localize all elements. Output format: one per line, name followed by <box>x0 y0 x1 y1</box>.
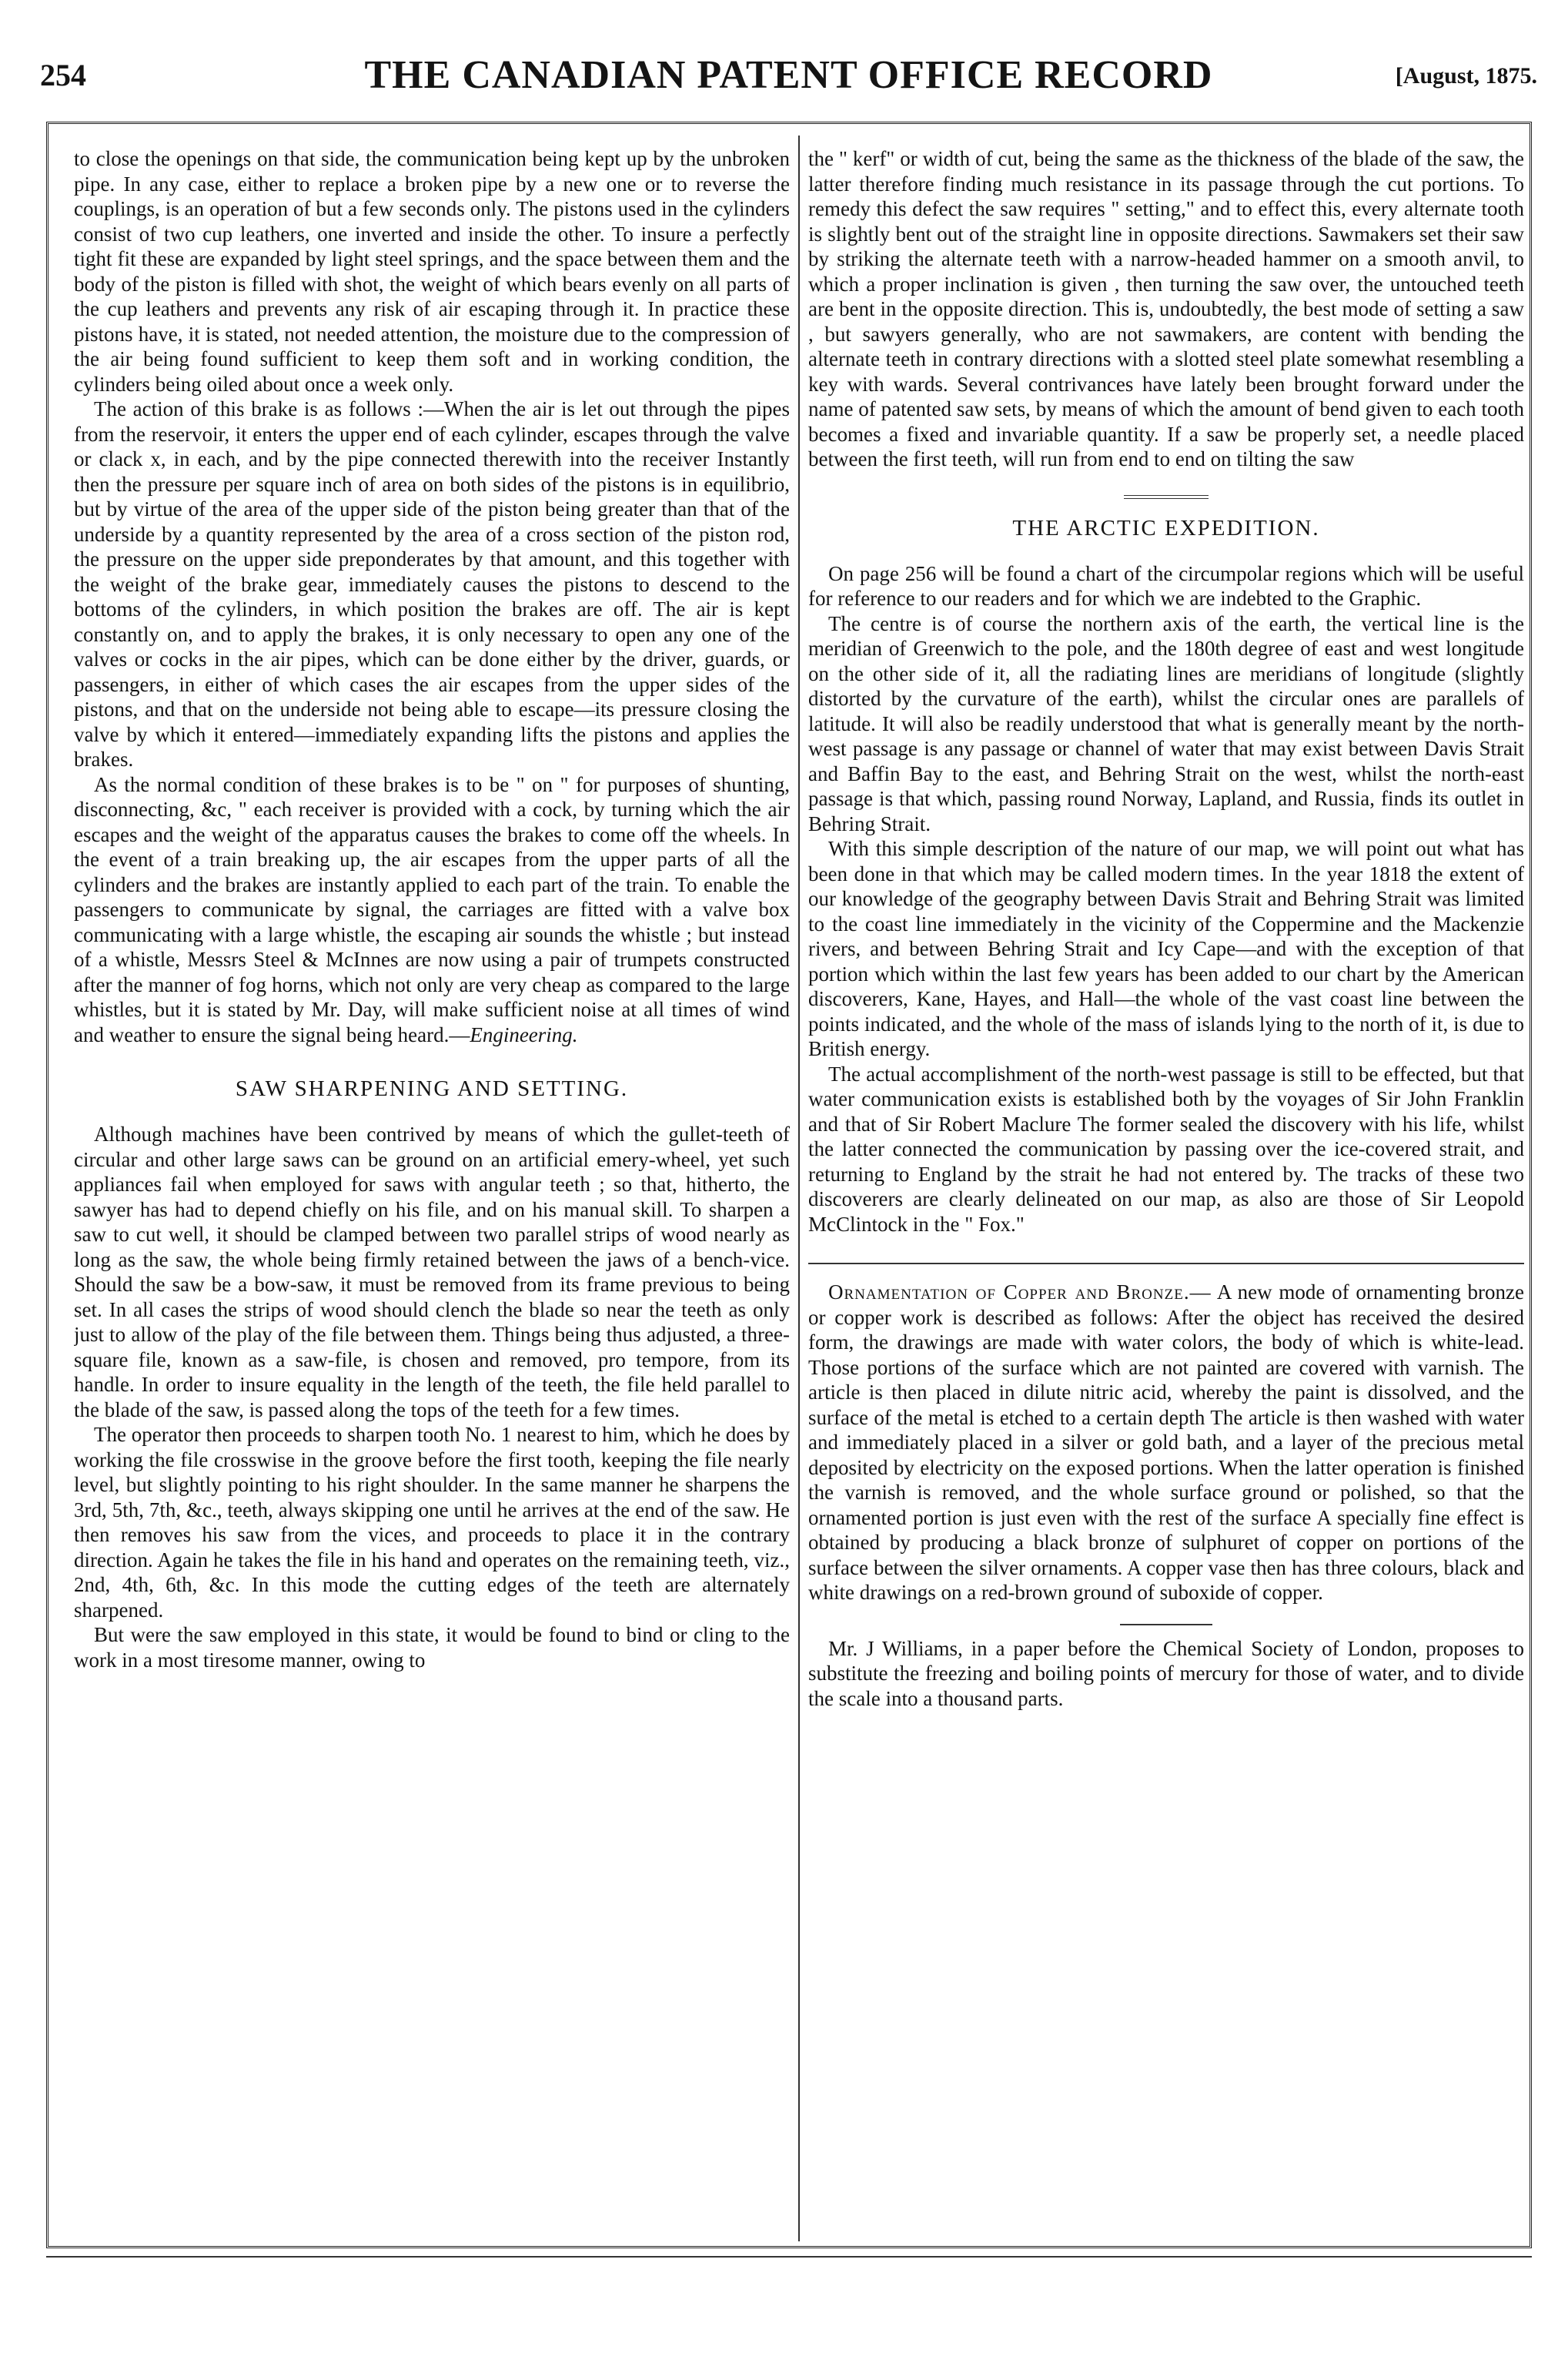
saw-section-heading: SAW SHARPENING AND SETTING. <box>235 1076 629 1101</box>
arctic-paragraph: The actual accomplishment of the north-west passage is still to be effected, but that water communication exists is established both by the voyages of Sir John Franklin and that of Sir Robert Maclure The former sealed the discovery with his life, whilst the latter connected the communication by passing over the ice-covered strait, and returning to England by the strait he had not entered by. The tracks of these two discoverers are clearly delineated on our map, as also are those of Sir Leopold McClintock in the " Fox." <box>808 1062 1524 1236</box>
source-credit: Engineering. <box>470 1023 578 1046</box>
brake-paragraph <box>74 772 790 1048</box>
section-divider <box>1120 1624 1212 1625</box>
saw-paragraph: Although machines have been contrived by means of which the gullet-teeth of circular and other large saws can be ground on an artificial emery-wheel, yet such appliances fail when employed for saws with angular teeth ; so that, hitherto, the sawyer has had to depend chiefly on his file, and on his manual skill. To sharpen a saw to cut well, it should be clamped between two parallel strips of wood nearly as long as the saw, the whole being firmly retained between the jaws of a bench-vice. Should the saw be a bow-saw, it must be removed from its frame previous to being set. In all cases the strips of wood should clench the blade so near the teeth as only just to allow of the play of the file between them. Things being thus adjusted, a three-square file, known as a saw-file, is chosen and removed, pro tempore, from its handle. In order to insure equality in the length of the teeth, the file held parallel to the blade of the saw, is passed along the tops of the teeth for a few times. <box>74 1123 790 1421</box>
column-divider <box>798 136 800 2241</box>
brake-paragraph-text: As the normal condition of these brakes is to be " on " for purposes of shunting, disconnecting, &c, " each receiver is provided with a cock, by turning which the air escapes and the weight of the apparatus causes the brakes to come off the wheels. In the event of a train breaking up, the air escapes from the upper parts of all the cylinders and the brakes are instantly applied to each part of the train. To enable the passengers to communicate by signal, the carriages are fitted with a valve box communicating with a large whistle, the escaping air sounds the whistle ; but instead of a whistle, Messrs Steel & McInnes are now using a pair of trumpets constructed after the manner of fog horns, which not only are very cheap as compared to the large whistles, but it is stated by Mr. Day, will make sufficient noise at all times of wind and weather to ensure the signal being heard.— <box>74 772 790 1046</box>
saw-paragraph: But were the saw employed in this state, it would be found to bind or cling to the work in a most tiresome manner, owing to <box>74 1623 790 1672</box>
arctic-paragraph: With this simple description of the nature of our map, we will point out what has been done in that which may be called modern times. In the year 1818 the extent of our knowledge of the geography between Davis Strait and Behring Strait was limited to the coast line immediately in the vicinity of the Coppermine and the Mackenzie rivers, and between Behring Strait and Icy Cape—and with the exception of that portion which within the last few years has been added to our chart by the American discoverers, Kane, Hayes, and Hall—the whole of the vast coast line between the points indicated, and the whole of the mass of islands lying to the north of it, is due to British energy. <box>808 837 1524 1060</box>
brake-paragraph: The action of this brake is as follows :—When the air is let out through the pipes from the reservoir, it enters the upper end of each cylinder, escapes through the valve or clack x, in each, and by the pipe connected therewith into the receiver Instantly then the pressure per square inch of area on both sides of the pistons is in equilibrio, but by virtue of the area of the upper side of the piston being greater than that of the underside by a quantity represented by the area of a cross section of the piston rod, the pressure on the upper side preponderates by that amount, and this together with the weight of the brake gear, immediately causes the pistons to descend to the bottoms of the cylinders, in which position the brakes are off. The air is kept constantly on, and to apply the brakes, it is only necessary to open any one of the valves or cocks in the air pipes, which can be done either by the driver, guards, or passengers, in either of which cases the air escapes from the upper sides of the pistons, and that on the underside not being able to escape—its pressure closing the valve by which it entered—immediately expanding lifts the pistons and applies the brakes. <box>74 397 790 771</box>
ornamentation-paragraph <box>808 1280 1524 1605</box>
section-divider <box>808 1263 1524 1264</box>
bottom-rule <box>46 2256 1532 2261</box>
right-column <box>808 146 1524 2241</box>
ornamentation-heading: Ornamentation of Copper and Bronze.— <box>828 1280 1212 1304</box>
williams-paragraph: Mr. J Williams, in a paper before the Chemical Society of London, proposes to substitute the freezing and boiling points of mercury for those of water, and to divide the scale into a thousand parts. <box>808 1636 1524 1710</box>
page-number: 254 <box>40 58 86 92</box>
saw-continued-paragraph: the " kerf" or width of cut, being the same as the thickness of the blade of the saw, the latter therefore finding much resistance in its passage through the cut portions. To remedy this defect the saw requires " setting," and to effect this, every alternate tooth is slightly bent out of the straight line in opposite directions. Sawmakers set their saw by striking the alternate teeth with a narrow-headed hammer on a smooth anvil, to which a proper inclination is given , then turning the saw over, the untouched teeth are bent in the opposite direction. This is, undoubtedly, the best mode of setting a saw , but sawyers generally, who are not sawmakers, are content with bending the alternate teeth in contrary directions with a slotted steel plate somewhat resembling a key with wards. Several contrivances have lately been brought forward under the name of patented saw sets, by means of which the amount of bend given to each tooth becomes a fixed and invariable quantity. If a saw be properly set, a needle placed between the first teeth, will run from end to end on tilting the saw <box>808 147 1524 470</box>
arctic-paragraph: The centre is of course the northern axis of the earth, the vertical line is the meridian of Greenwich to the pole, and the 180th degree of east and west longitude on the other side of it, all the radiating lines are meridians of longitude (slightly distorted by the curvature of the earth), whilst the circular ones are parallels of latitude. It will also be readily understood that what is generally meant by the north-west passage is any passage or channel of water that may exist between Davis Strait and Baffin Bay to the east, and Behring Strait on the west, whilst the north-east passage is that which, passing round Norway, Lapland, and Russia, finds its outlet in Behring Strait. <box>808 611 1524 835</box>
brake-paragraph: to close the openings on that side, the communication being kept up by the unbroken pipe. In any case, either to replace a broken pipe by a new one or to reverse the couplings, is an operation of but a few seconds only. The pistons used in the cylinders consist of two cup leathers, one inverted and inside the other. To insure a perfectly tight fit these are expanded by light steel springs, and the space between them and the body of the piston is filled with shot, the weight of which bears evenly on all parts of the cup leathers and prevents any risk of air escaping through it. In practice these pistons have, it is stated, not needed attention, the moisture due to the compression of the air being found sufficient to keep them soft and in working condition, the cylinders being oiled about once a week only. <box>74 147 790 396</box>
section-divider <box>1124 495 1209 499</box>
saw-paragraph: The operator then proceeds to sharpen tooth No. 1 nearest to him, which he does by working the file crosswise in the groove before the first tooth, keeping the file nearly level, but slightly pointing to his right shoulder. In the same manner he sharpens the 3rd, 5th, 7th, &c., teeth, always skipping one until he arrives at the end of the saw. He then removes his saw from the vices, and proceeds to place it in the contrary direction. Again he takes the file in his hand and operates on the remaining teeth, viz., 2nd, 4th, 6th, &c. In this mode the cutting edges of the teeth are alternately sharpened. <box>74 1423 790 1622</box>
arctic-section-heading: THE ARCTIC EXPEDITION. <box>1012 515 1320 541</box>
issue-date: [August, 1875. <box>1395 63 1537 89</box>
left-column <box>74 146 790 2241</box>
ornamentation-text: A new mode of ornamenting bronze or copper work is described as follows: After the object has received the desired form, the drawings are made with water colors, the body of which is white-lead. Those portions of the surface which are not painted are covered with varnish. The article is then placed in dilute nitric acid, whereby the paint is dissolved, and the surface of the metal is etched to a certain depth The article is then washed with water and immediately placed in a silver or gold bath, and a layer of the precious metal deposited by electricity on the exposed portions. When the latter operation is finished the varnish is removed, and the whole surface ground or polished, so that the ornamented portion is just even with the rest of the surface A specially fine effect is obtained by producing a black bronze of sulphuret of copper on portions of the surface between the silver ornaments. A copper vase then has three colours, black and white drawings on a red-brown ground of suboxide of copper. <box>808 1280 1524 1604</box>
page-header <box>40 46 1537 115</box>
arctic-paragraph: On page 256 will be found a chart of the circumpolar regions which will be useful for reference to our readers and for which we are indebted to the Graphic. <box>808 561 1524 610</box>
journal-title: THE CANADIAN PATENT OFFICE RECORD <box>364 53 1213 97</box>
